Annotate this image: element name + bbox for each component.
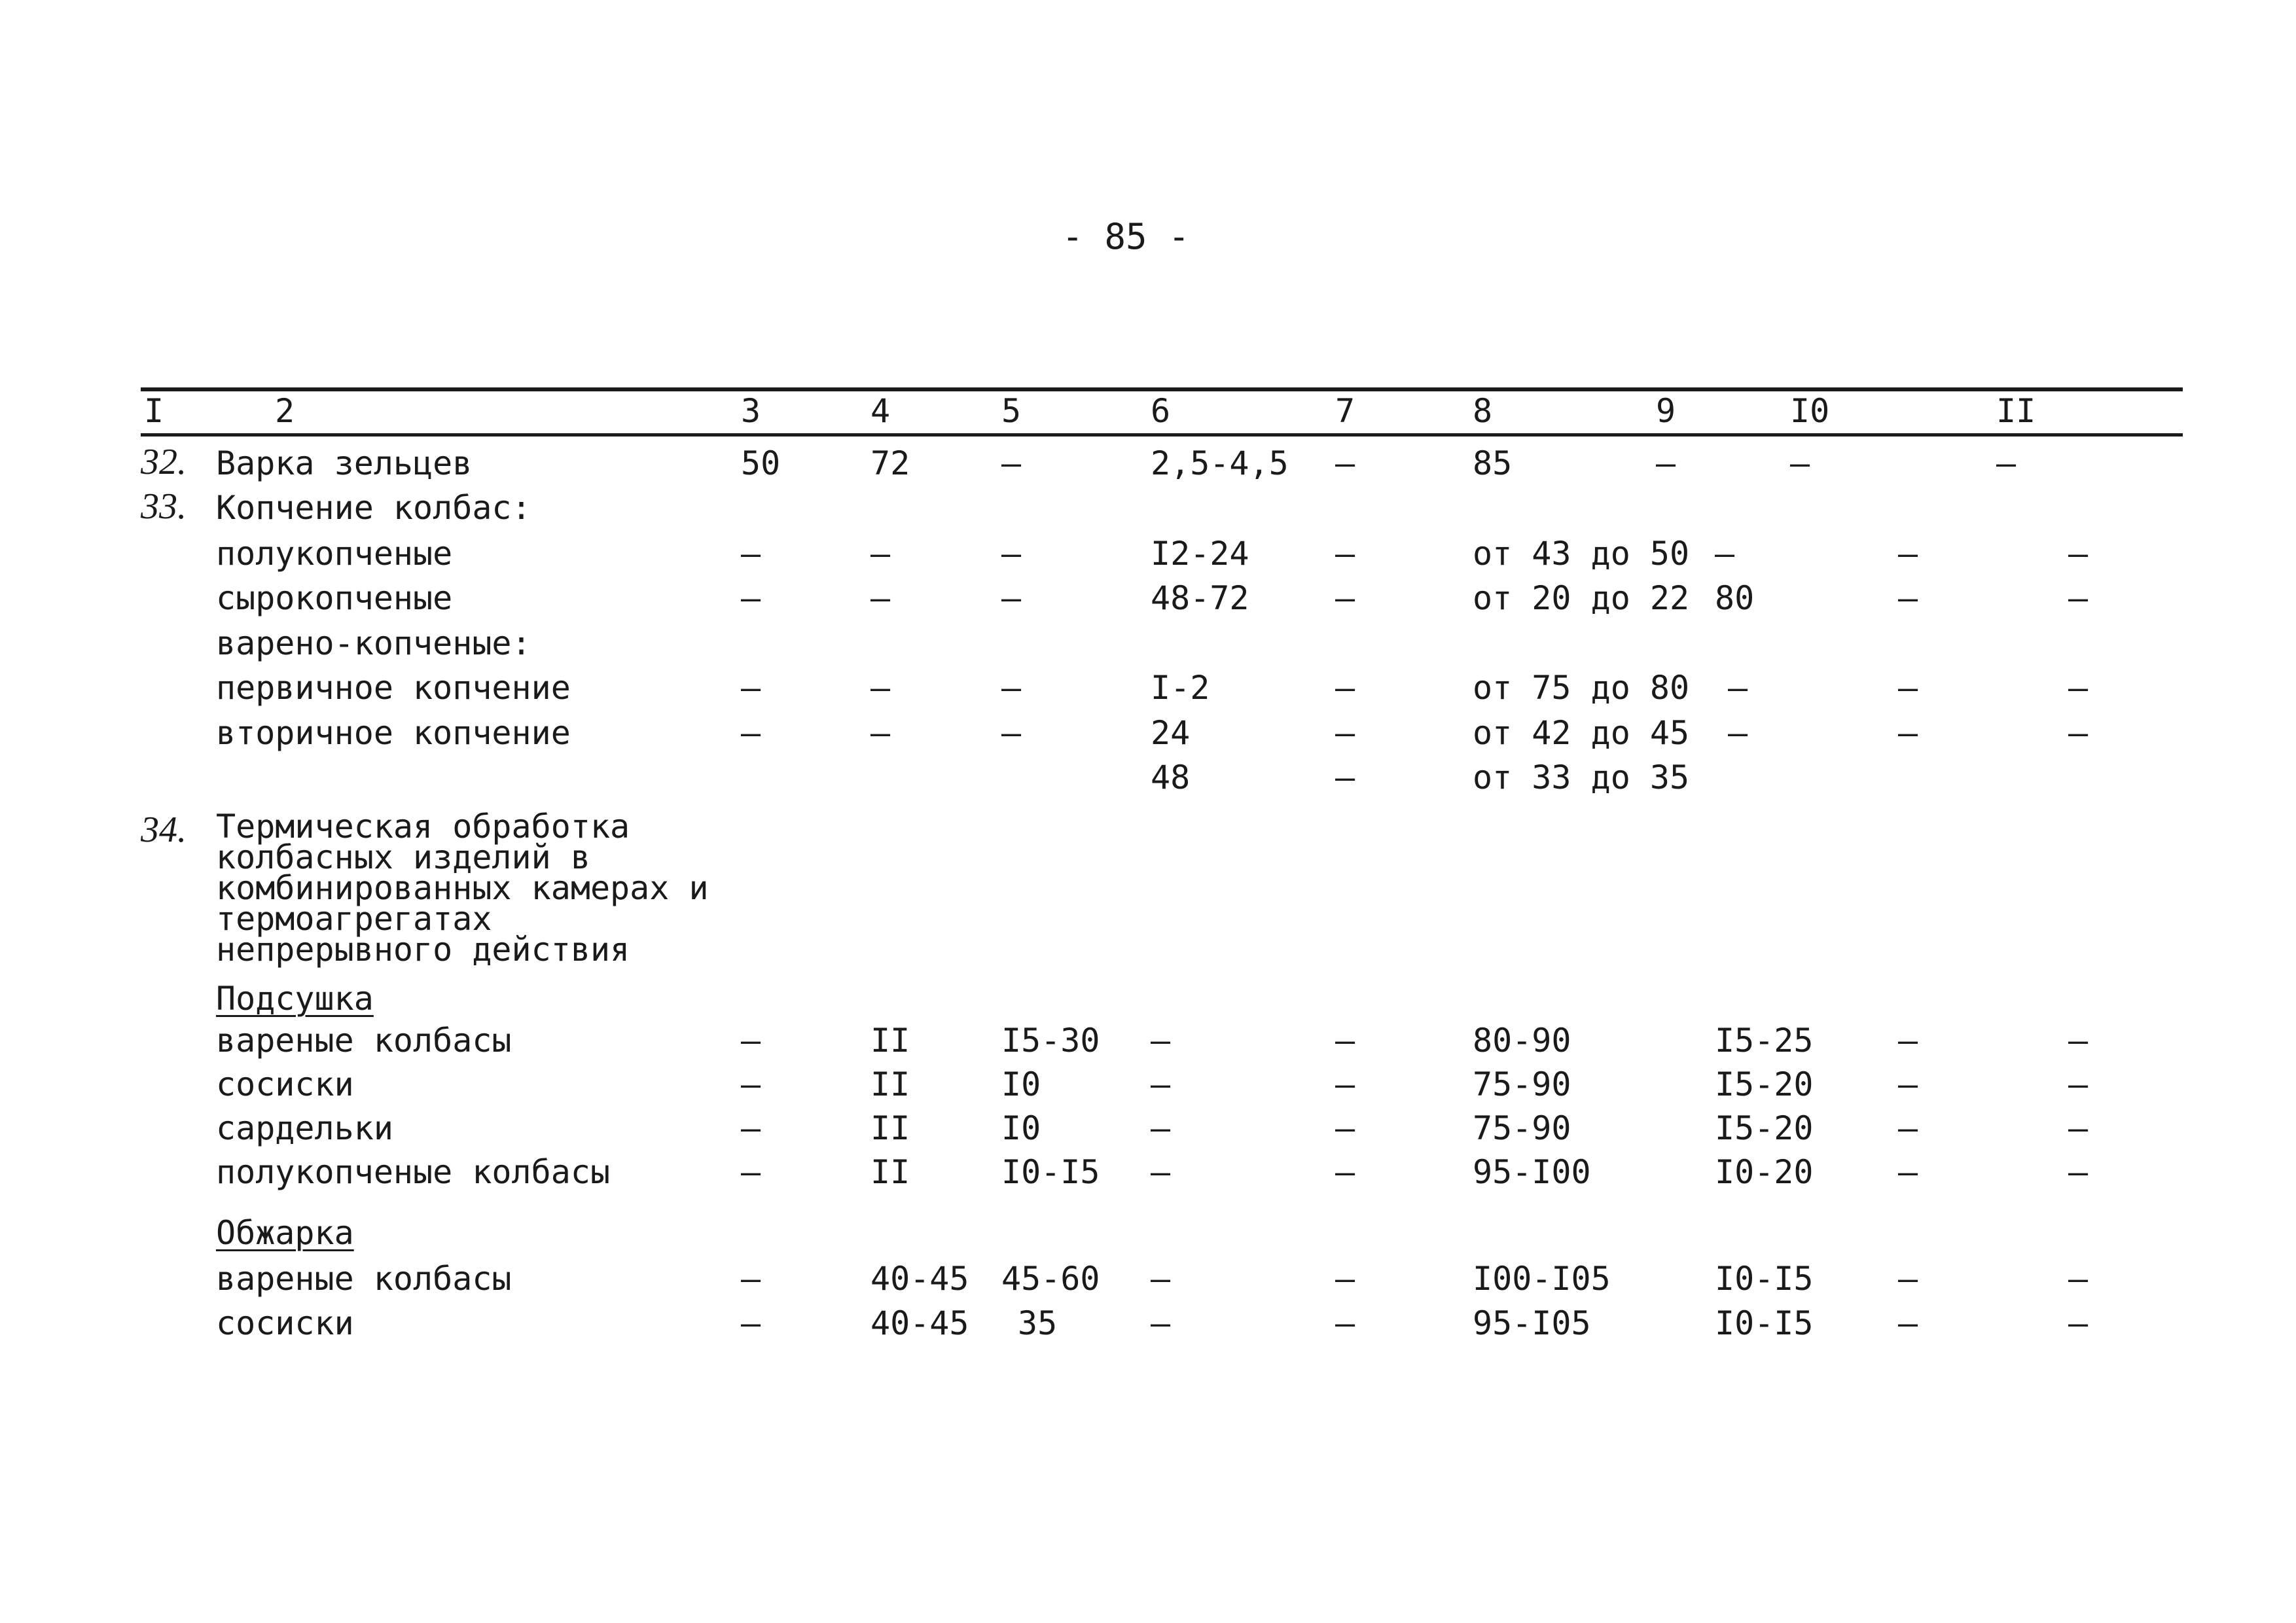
cell-c10: – (1898, 1304, 1918, 1342)
cell-c10: – (1898, 714, 1918, 752)
cell-c7: – (1335, 579, 1355, 617)
cell-c5: – (1001, 535, 1022, 573)
cell-c10: – (1898, 535, 1918, 573)
cell-c11: – (2068, 714, 2089, 752)
cell-c6: 24 (1151, 714, 1191, 752)
cell-c11: – (2068, 1304, 2089, 1342)
cell-c4: II (870, 1022, 910, 1060)
cell-c6: 48-72 (1151, 579, 1249, 617)
cell-c4: II (870, 1153, 910, 1191)
row-name: Варка зельцев (216, 444, 473, 482)
cell-c7: – (1335, 1260, 1355, 1298)
row-number: 33. (141, 486, 187, 527)
header-col-5: 5 (1001, 392, 1022, 430)
row-name: сосиски (216, 1065, 354, 1103)
cell-c11: – (2068, 1022, 2089, 1060)
cell-c7: – (1335, 1065, 1355, 1103)
row-name: вторичное копчение (216, 714, 571, 752)
row-name: Термическая обработка колбасных изделий в комбинированных камерах и термоагрегатах непрерывного действия (216, 808, 709, 969)
cell-c4: – (870, 714, 891, 752)
cell-c11: – (2068, 1109, 2089, 1147)
cell-c7: – (1335, 669, 1355, 707)
cell-c9: I5-25 (1715, 1022, 1814, 1060)
header-col-2: 2 (275, 392, 295, 430)
cell-c5: – (1001, 714, 1022, 752)
header-col-7: 7 (1335, 392, 1355, 430)
cell-c5: 45-60 (1001, 1260, 1100, 1298)
cell-c11: – (2068, 535, 2089, 573)
cell-c3: – (741, 669, 761, 707)
cell-c3: – (741, 1260, 761, 1298)
cell-c6: – (1151, 1304, 1171, 1342)
cell-c9: I0-I5 (1715, 1260, 1814, 1298)
cell-c3: – (741, 1022, 761, 1060)
header-col-11: II (1996, 392, 2036, 430)
header-col-4: 4 (870, 392, 891, 430)
cell-c10: – (1790, 444, 1810, 482)
cell-c6: – (1151, 1109, 1171, 1147)
cell-c6: – (1151, 1153, 1171, 1191)
cell-c9: I0-20 (1715, 1153, 1814, 1191)
cell-c8: от 42 до 45 (1473, 714, 1690, 752)
cell-c10: – (1898, 579, 1918, 617)
cell-c9: – (1728, 669, 1748, 707)
cell-c8: 85 (1473, 444, 1513, 482)
table-top-rule (141, 387, 2183, 391)
cell-c7: – (1335, 1153, 1355, 1191)
row-number: 34. (141, 810, 187, 850)
section-heading: Подсушка (216, 980, 374, 1018)
cell-c9: – (1656, 444, 1676, 482)
cell-c6: I-2 (1151, 669, 1210, 707)
cell-c4: II (870, 1065, 910, 1103)
cell-c4: – (870, 579, 891, 617)
cell-c5: – (1001, 579, 1022, 617)
cell-c5: I0 (1001, 1109, 1041, 1147)
row-name: первичное копчение (216, 669, 571, 707)
cell-c8: I00-I05 (1473, 1260, 1611, 1298)
cell-c10: – (1898, 669, 1918, 707)
header-col-9: 9 (1656, 392, 1676, 430)
cell-c9: – (1715, 535, 1735, 573)
cell-c7: – (1335, 758, 1355, 796)
cell-c3: – (741, 1153, 761, 1191)
cell-c7: – (1335, 535, 1355, 573)
cell-c6: 2,5-4,5 (1151, 444, 1289, 482)
cell-c7: – (1335, 1304, 1355, 1342)
cell-c3: 50 (741, 444, 781, 482)
cell-c6: 48 (1151, 758, 1191, 796)
row-name: варено-копченые: (216, 624, 531, 662)
cell-c7: – (1335, 1109, 1355, 1147)
cell-c11: – (2068, 579, 2089, 617)
cell-c3: – (741, 1304, 761, 1342)
row-name: вареные колбасы (216, 1260, 512, 1298)
cell-c11: – (2068, 1260, 2089, 1298)
cell-c9: 80 (1715, 579, 1755, 617)
cell-c5: I5-30 (1001, 1022, 1100, 1060)
cell-c7: – (1335, 444, 1355, 482)
cell-c6: – (1151, 1260, 1171, 1298)
cell-c5: – (1001, 669, 1022, 707)
cell-c10: – (1898, 1022, 1918, 1060)
cell-c9: – (1728, 714, 1748, 752)
cell-c7: – (1335, 714, 1355, 752)
header-col-6: 6 (1151, 392, 1171, 430)
cell-c3: – (741, 535, 761, 573)
row-name: вареные колбасы (216, 1022, 512, 1060)
cell-c9: I5-20 (1715, 1109, 1814, 1147)
row-name: Копчение колбас: (216, 489, 531, 527)
row-number: 32. (141, 442, 187, 482)
cell-c5: I0 (1001, 1065, 1041, 1103)
cell-c4: 40-45 (870, 1304, 969, 1342)
cell-c6: – (1151, 1022, 1171, 1060)
cell-c8: от 33 до 35 (1473, 758, 1690, 796)
cell-c6: I2-24 (1151, 535, 1249, 573)
page-number: - 85 - (1062, 216, 1190, 257)
cell-c11: – (2068, 669, 2089, 707)
cell-c5: – (1001, 444, 1022, 482)
cell-c8: от 43 до 50 (1473, 535, 1690, 573)
cell-c4: – (870, 669, 891, 707)
cell-c8: 95-I00 (1473, 1153, 1591, 1191)
cell-c5: I0-I5 (1001, 1153, 1100, 1191)
header-col-10: I0 (1790, 392, 1830, 430)
section-heading: Обжарка (216, 1214, 354, 1252)
cell-c3: – (741, 714, 761, 752)
cell-c8: 75-90 (1473, 1065, 1571, 1103)
cell-c10: – (1898, 1109, 1918, 1147)
cell-c5: 35 (1018, 1304, 1058, 1342)
cell-c4: 40-45 (870, 1260, 969, 1298)
cell-c3: – (741, 1065, 761, 1103)
table-header-rule (141, 433, 2183, 437)
cell-c11: – (2068, 1065, 2089, 1103)
cell-c4: 72 (870, 444, 910, 482)
cell-c3: – (741, 579, 761, 617)
cell-c8: 75-90 (1473, 1109, 1571, 1147)
row-name: сосиски (216, 1304, 354, 1342)
row-name: сырокопченые (216, 579, 453, 617)
cell-c10: – (1898, 1153, 1918, 1191)
cell-c4: II (870, 1109, 910, 1147)
header-col-1: I (144, 392, 164, 430)
header-col-8: 8 (1473, 392, 1493, 430)
cell-c11: – (2068, 1153, 2089, 1191)
cell-c9: I0-I5 (1715, 1304, 1814, 1342)
cell-c10: – (1898, 1260, 1918, 1298)
cell-c6: – (1151, 1065, 1171, 1103)
cell-c8: 80-90 (1473, 1022, 1571, 1060)
cell-c8: от 75 до 80 (1473, 669, 1690, 707)
row-name: полукопченые (216, 535, 453, 573)
cell-c8: от 20 до 22 (1473, 579, 1690, 617)
row-name: сардельки (216, 1109, 393, 1147)
cell-c10: – (1898, 1065, 1918, 1103)
header-col-3: 3 (741, 392, 761, 430)
cell-c4: – (870, 535, 891, 573)
row-name: полукопченые колбасы (216, 1153, 611, 1191)
cell-c3: – (741, 1109, 761, 1147)
cell-c11: – (1996, 444, 2017, 482)
cell-c9: I5-20 (1715, 1065, 1814, 1103)
cell-c8: 95-I05 (1473, 1304, 1591, 1342)
cell-c7: – (1335, 1022, 1355, 1060)
